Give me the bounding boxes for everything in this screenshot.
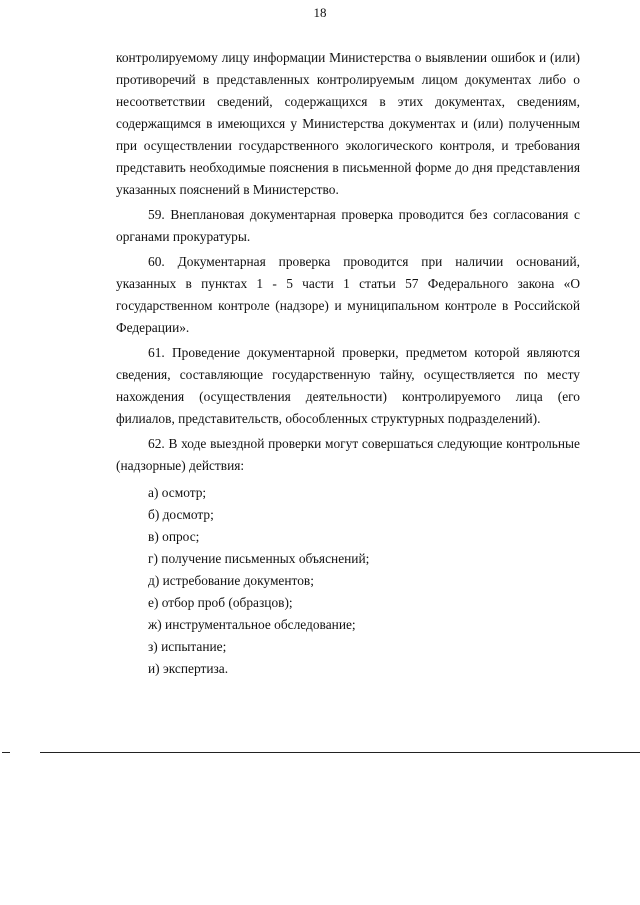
- paragraph-59: 59. Внеплановая документарная проверка проводится без согласования с органами прокуратуры.: [116, 207, 580, 244]
- list-item: д) истребование документов;: [148, 573, 314, 588]
- list-item: з) испытание;: [148, 639, 227, 654]
- list-item: ж) инструментальное обследование;: [148, 617, 356, 632]
- paragraph-62: 62. В ходе выездной проверки могут совершаться следующие контрольные (надзорные) действия:: [116, 436, 580, 473]
- list-item: г) получение письменных объяснений;: [148, 551, 370, 566]
- document-body: [116, 47, 580, 680]
- control-actions-list: [116, 482, 580, 680]
- margin-mark: [2, 752, 10, 753]
- list-item: и) экспертиза.: [148, 661, 229, 676]
- list-item: б) досмотр;: [148, 507, 214, 522]
- list-item: е) отбор проб (образцов);: [148, 595, 293, 610]
- list-item: а) осмотр;: [148, 485, 207, 500]
- paragraph-60: 60. Документарная проверка проводится при наличии оснований, указанных в пунктах 1 - 5 части 1 статьи 57 Федерального закона «О государственном контроле (надзоре) и муниципальном контроле в Российской Федерации».: [116, 254, 580, 335]
- page-number: 18: [313, 5, 327, 20]
- divider-line: [40, 752, 640, 753]
- paragraph-continuation: контролируемому лицу информации Министерства о выявлении ошибок и (или) противоречий в представленных контролируемым лицом документах либо о несоответствии сведений, содержащихся в этих документах, сведениям, содержащимся в имеющихся у Министерства документах и (или) полученным при осуществлении государственного экологического контроля, и требования представить необходимые пояснения в письменной форме до дня представления указанных пояснений в Министерство.: [116, 50, 580, 197]
- list-item: в) опрос;: [148, 529, 200, 544]
- paragraph-61: 61. Проведение документарной проверки, предметом которой являются сведения, составляющие государственную тайну, осуществляется по месту нахождения (осуществления деятельности) контролируемого лица (его филиалов, представительств, обособленных структурных подразделений).: [116, 345, 580, 426]
